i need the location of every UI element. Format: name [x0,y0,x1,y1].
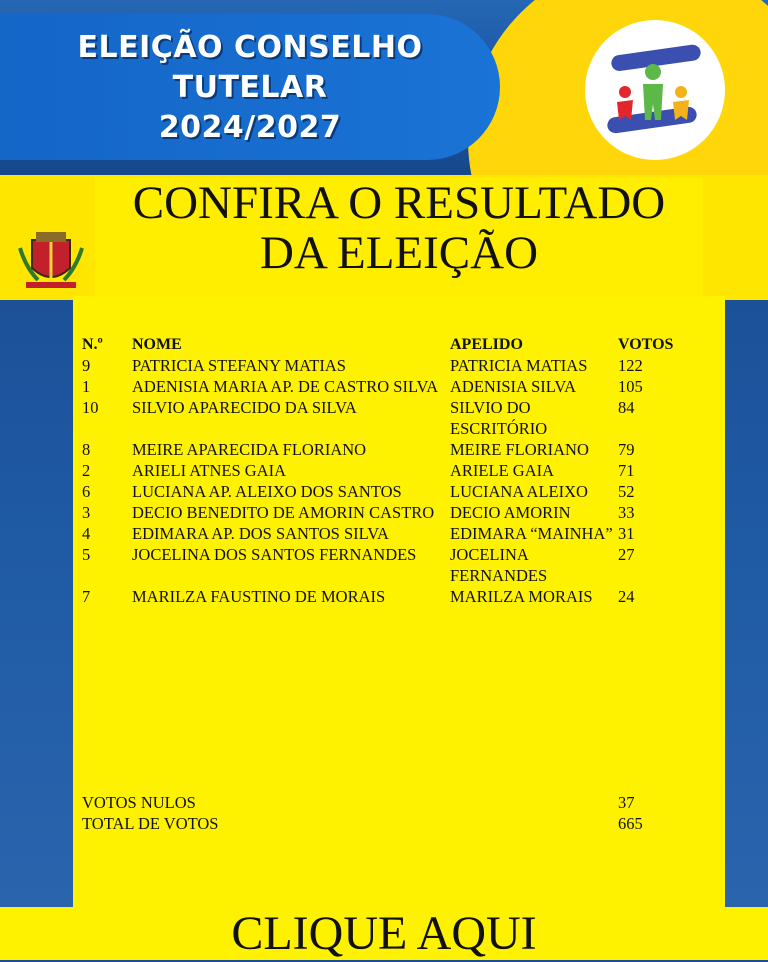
cell-votes: 24 [618,587,635,606]
cell-name: SILVIO APARECIDO DA SILVA [132,398,357,417]
cell-votes: 122 [618,356,643,375]
cell-number: 10 [82,398,99,417]
table-row [82,460,702,481]
table-row [82,586,702,607]
null-votes-value: 37 [618,793,635,812]
header-number: N.º [82,336,103,353]
table-row [82,397,702,439]
click-here-button[interactable]: CLIQUE AQUI [231,907,537,960]
cell-name: MEIRE APARECIDA FLORIANO [132,440,367,459]
cell-nickname: EDIMARA “MAINHA” [450,524,613,543]
cell-nickname: MEIRE FLORIANO [450,440,589,459]
table-header-row [82,334,702,355]
cell-number: 5 [82,545,91,564]
cell-nickname: ADENISIA SILVA [450,377,577,396]
headline-line-1: CONFIRA O RESULTADO [132,177,666,229]
cell-name: ARIELI ATNES GAIA [132,461,286,480]
cell-votes: 84 [618,398,635,417]
family-logo-icon [585,20,725,160]
total-votes-label: TOTAL DE VOTOS [82,814,219,833]
cell-nickname: DECIO AMORIN [450,503,571,522]
table-row [82,355,702,376]
cell-name: ADENISIA MARIA AP. DE CASTRO SILVA [132,377,439,396]
table-row [82,376,702,397]
cell-name: DECIO BENEDITO DE AMORIN CASTRO [132,503,435,522]
cell-name: JOCELINA DOS SANTOS FERNANDES [132,545,417,564]
cell-nickname: MARILZA MORAIS [450,587,593,606]
cell-number: 2 [82,461,91,480]
table-row [82,439,702,460]
headline [95,178,703,278]
null-votes-row [82,792,702,813]
page-title [0,28,500,148]
cell-votes: 52 [618,482,635,501]
headline-line-2: DA ELEIÇÃO [259,227,539,279]
cell-nickname: SILVIO DO ESCRITÓRIO [450,398,548,438]
cell-votes: 27 [618,545,635,564]
cell-nickname: JOCELINA FERNANDES [450,545,548,585]
cell-votes: 71 [618,461,635,480]
header-nickname: APELIDO [450,336,523,353]
cell-votes: 105 [618,377,643,396]
table-row [82,523,702,544]
cell-number: 7 [82,587,91,606]
cell-number: 6 [82,482,91,501]
cell-number: 1 [82,377,91,396]
total-votes-value: 665 [618,814,643,833]
municipal-crest-icon [16,228,86,292]
cell-name: PATRICIA STEFANY MATIAS [132,356,346,375]
title-line-2: TUTELAR [172,70,328,105]
total-votes-row [82,813,702,834]
table-row [82,481,702,502]
cell-votes: 31 [618,524,635,543]
header-name: NOME [132,336,182,353]
cell-nickname: ARIELE GAIA [450,461,555,480]
title-line-1: ELEIÇÃO CONSELHO [77,30,423,65]
cell-votes: 33 [618,503,635,522]
cell-number: 9 [82,356,91,375]
cell-name: EDIMARA AP. DOS SANTOS SILVA [132,524,389,543]
cell-name: MARILZA FAUSTINO DE MORAIS [132,587,386,606]
conselho-tutelar-logo [585,20,725,160]
results-table [82,334,702,607]
table-row [82,502,702,523]
cell-number: 4 [82,524,91,543]
cell-nickname: LUCIANA ALEIXO [450,482,588,501]
cell-number: 3 [82,503,91,522]
vote-totals [82,792,702,834]
title-line-3: 2024/2027 [158,110,342,145]
table-row [82,544,702,586]
cell-votes: 79 [618,440,635,459]
cell-name: LUCIANA AP. ALEIXO DOS SANTOS [132,482,402,501]
cell-number: 8 [82,440,91,459]
header-votes: VOTOS [618,336,674,353]
cell-nickname: PATRICIA MATIAS [450,356,588,375]
null-votes-label: VOTOS NULOS [82,793,196,812]
